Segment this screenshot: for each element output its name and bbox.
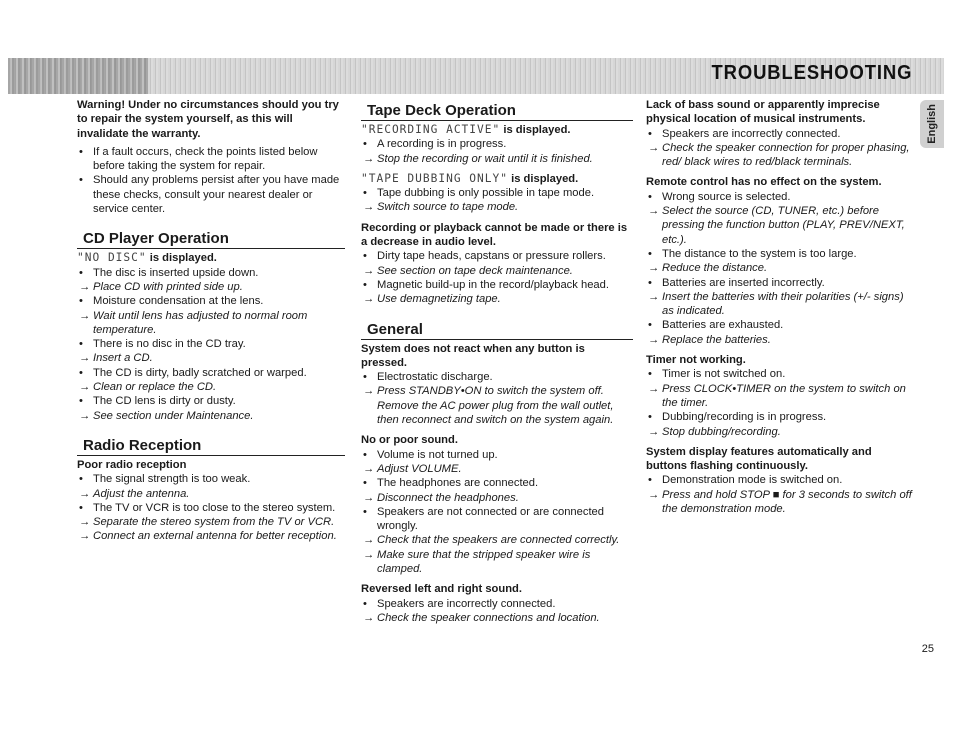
cause-item [646,276,912,290]
bullet-icon: • [363,278,367,291]
remedy-item [361,292,633,306]
item-text: Insert a CD. [93,352,153,365]
section-title-cd: CD Player Operation [77,230,345,249]
item-text: Reduce the distance. [662,262,768,275]
item-text: Batteries are exhausted. [662,319,784,332]
cause-item [77,394,345,408]
arrow-icon: → [363,534,375,547]
item-text: Disconnect the headphones. [377,491,519,504]
item-text: Adjust the antenna. [93,487,190,500]
remedy-item [646,425,912,439]
arrow-icon: → [79,280,91,293]
item-text: Dubbing/recording is in progress. [662,411,827,424]
remedy-item [361,491,633,505]
intro-list [77,145,345,216]
item-text: Electrostatic discharge. [377,371,493,384]
item-text: The distance to the system is too large. [662,247,857,260]
cd-status-heading [77,251,345,265]
lcd-suffix: is displayed. [146,252,217,265]
arrow-icon: → [79,352,91,365]
bullet-icon: • [648,474,652,487]
general-groups [361,342,633,626]
arrow-icon: → [79,530,91,543]
remedy-item [77,487,345,501]
lcd-suffix: is displayed. [507,172,579,185]
item-text: Dirty tape heads, capstans or pressure rollers. [377,250,606,263]
remedy-item [361,533,633,547]
arrow-icon: → [648,425,660,438]
arrow-icon: → [648,333,660,346]
remedy-item [77,409,345,423]
remedy-item [361,611,633,625]
item-text: If a fault occurs, check the points listed below before taking the system for repair. [93,145,318,173]
language-tab-label: English [926,104,938,144]
arrow-icon: → [648,488,660,501]
cause-item [361,597,633,611]
arrow-icon: → [79,381,91,394]
item-text: Timer is not switched on. [662,368,786,381]
bullet-icon: • [79,395,83,408]
remedy-item [361,384,633,427]
col3-groups [646,98,912,516]
arrow-icon: → [363,462,375,475]
cause-item [646,190,912,204]
item-text: Wait until lens has adjusted to normal room temperature. [93,309,308,336]
cause-item [361,370,633,384]
item-text: Should any problems persist after you have made these checks, consult your nearest dealer or service center. [93,174,340,216]
bullet-icon: • [363,138,367,151]
bullet-icon: • [648,190,652,203]
problem-list [361,249,633,306]
problem-list [646,127,912,170]
item-text: Place CD with printed side up. [93,280,243,293]
item-text: Check the speaker connections and location. [377,611,600,624]
bullet-icon: • [648,127,652,140]
arrow-icon: → [363,491,375,504]
remedy-item [77,515,345,529]
arrow-icon: → [648,290,660,303]
arrow-icon: → [79,409,91,422]
bullet-icon: • [79,145,83,158]
remedy-item [77,529,345,543]
cause-item [361,476,633,490]
section-title-general: General [361,321,633,340]
status-heading [361,172,633,186]
lcd-suffix: is displayed. [500,124,571,136]
item-text: Speakers are incorrectly connected. [662,127,841,140]
remedy-item [646,290,912,319]
remedy-item [361,152,633,166]
item-text: Demonstration mode is switched on. [662,474,843,487]
item-text: Batteries are inserted incorrectly. [662,276,825,289]
bullet-icon: • [79,338,83,351]
bullet-icon: • [648,411,652,424]
arrow-icon: → [363,548,375,561]
bullet-icon: • [363,187,367,200]
item-text: Check that the speakers are connected correctly. [377,534,620,547]
problem-heading: System display features automatically and buttons flashing continuously. [646,445,872,473]
bullet-icon: • [648,368,652,381]
troubleshooting-banner [8,58,944,94]
bullet-icon: • [648,276,652,289]
cause-item [77,501,345,515]
problem-list [646,367,912,438]
bullet-icon: • [363,505,367,518]
item-text: The CD is dirty, badly scratched or warped. [93,366,307,379]
problem-heading: System does not react when any button is pressed. [361,342,585,369]
item-text: Stop dubbing/recording. [662,425,781,438]
arrow-icon: → [648,382,660,395]
cd-list [77,266,345,423]
cause-item [77,266,345,280]
problem-heading: Reversed left and right sound. [361,583,523,596]
cause-item [646,247,912,261]
remedy-item [646,204,912,247]
page-number: 25 [921,643,934,655]
radio-list [77,472,345,543]
item-text: Magnetic build-up in the record/playback head. [377,278,609,291]
remedy-item [361,264,633,278]
bullet-icon: • [79,266,83,279]
problem-list [361,370,633,427]
problem-list [361,448,633,577]
bullet-icon: • [79,174,83,187]
item-text: Press STANDBY•ON to switch the system off. Remove the AC power plug from the wall outlet, then reconnect and switch on the system again. [377,385,614,427]
item-text: Volume is not turned up. [377,448,498,461]
item-text: See section under Maintenance. [93,409,254,422]
cause-item [361,448,633,462]
item-text: Use demagnetizing tape. [377,293,501,306]
bullet-icon: • [79,473,83,486]
problem-heading: Remote control has no effect on the system. [646,176,882,189]
item-text: Speakers are incorrectly connected. [377,597,556,610]
arrow-icon: → [363,152,375,165]
arrow-icon: → [648,205,660,218]
remedy-item [361,548,633,577]
item-text: Tape dubbing is only possible in tape mode. [377,187,595,200]
cause-item [361,505,633,534]
cause-item [77,173,345,216]
cause-item [77,366,345,380]
problem-list [646,473,912,516]
section-title-radio: Radio Reception [77,437,345,456]
item-text: Clean or replace the CD. [93,381,217,394]
bullet-icon: • [79,366,83,379]
column-1 [77,98,345,544]
remedy-item [77,380,345,394]
problem-heading: Recording or playback cannot be made or there is a decrease in audio level. [361,221,628,249]
warning-text: Warning! Under no circumstances should you try to repair the system yourself, as this will invalidate the warranty. [77,99,339,140]
item-text: Replace the batteries. [662,333,771,346]
item-text: A recording is in progress. [377,138,507,151]
remedy-item [361,200,633,214]
remedy-item [77,351,345,365]
bullet-icon: • [363,250,367,263]
item-text: Switch source to tape mode. [377,201,519,214]
cause-item [361,249,633,263]
remedy-item [646,261,912,275]
item-text: Moisture condensation at the lens. [93,295,264,308]
banner-title: TROUBLESHOOTING [711,62,912,84]
item-text: Check the speaker connection for proper phasing, red/ black wires to red/black terminals. [662,141,910,169]
item-text: The CD lens is dirty or dusty. [93,395,236,408]
remedy-item [646,141,912,170]
column-2 [361,98,633,625]
problem-list [361,597,633,626]
cause-item [646,367,912,381]
item-text: Wrong source is selected. [662,190,791,203]
item-text: Make sure that the stripped speaker wire is clamped. [377,548,591,576]
cause-item [361,137,633,151]
arrow-icon: → [648,141,660,154]
lcd-text: "RECORDING ACTIVE" [361,123,501,136]
radio-heading: Poor radio reception [77,458,187,471]
item-text: Connect an external antenna for better reception. [93,530,337,543]
item-text: Stop the recording or wait until it is finished. [377,152,593,165]
problem-list [646,190,912,347]
arrow-icon: → [79,309,91,322]
problem-heading: Lack of bass sound or apparently imprecise physical location of musical instruments. [646,99,880,126]
column-3 [646,98,912,516]
tape-groups [361,123,633,307]
cause-item [77,145,345,174]
arrow-icon: → [363,293,375,306]
cause-item [646,318,912,332]
cause-item [77,294,345,308]
problem-list [361,137,633,166]
language-tab [920,100,944,148]
cause-item [646,127,912,141]
item-text: Press and hold STOP ■ for 3 seconds to switch off the demonstration mode. [662,488,912,516]
remedy-item [646,382,912,411]
lcd-text: "NO DISC" [77,251,147,265]
item-text: There is no disc in the CD tray. [93,338,246,351]
bullet-icon: • [648,319,652,332]
bullet-icon: • [363,597,367,610]
item-text: Select the source (CD, TUNER, etc.) before pressing the function button (PLAY, PREV/NEXT, etc.). [662,205,905,246]
remedy-item [77,309,345,338]
remedy-item [77,280,345,294]
arrow-icon: → [363,611,375,624]
bullet-icon: • [79,501,83,514]
item-text: The disc is inserted upside down. [93,266,259,279]
arrow-icon: → [363,385,375,398]
bullet-icon: • [363,448,367,461]
cause-item [77,337,345,351]
item-text: The signal strength is too weak. [93,473,251,486]
item-text: See section on tape deck maintenance. [377,264,573,277]
item-text: Adjust VOLUME. [377,462,462,475]
bullet-icon: • [79,295,83,308]
item-text: Press CLOCK•TIMER on the system to switch on the timer. [662,382,906,409]
arrow-icon: → [363,264,375,277]
status-heading [361,123,633,137]
item-text: Separate the stereo system from the TV or VCR. [93,516,335,529]
item-text: The TV or VCR is too close to the stereo system. [93,501,336,514]
cause-item [361,278,633,292]
arrow-icon: → [79,487,91,500]
remedy-item [361,462,633,476]
bullet-icon: • [648,247,652,260]
section-title-tape: Tape Deck Operation [361,102,633,121]
item-text: Insert the batteries with their polarities (+/- signs) as indicated. [662,290,904,318]
item-text: Speakers are not connected or are connected wrongly. [377,505,605,533]
problem-list [361,186,633,215]
remedy-item [646,333,912,347]
cause-item [361,186,633,200]
item-text: The headphones are connected. [377,477,539,490]
arrow-icon: → [79,516,91,529]
problem-heading: Timer not working. [646,354,746,367]
bullet-icon: • [363,371,367,384]
arrow-icon: → [363,201,375,214]
bullet-icon: • [363,477,367,490]
lcd-text: "TAPE DUBBING ONLY" [361,171,508,185]
cause-item [646,473,912,487]
remedy-item [646,488,912,517]
arrow-icon: → [648,262,660,275]
problem-heading: No or poor sound. [361,434,458,447]
cause-item [77,472,345,486]
cause-item [646,410,912,424]
